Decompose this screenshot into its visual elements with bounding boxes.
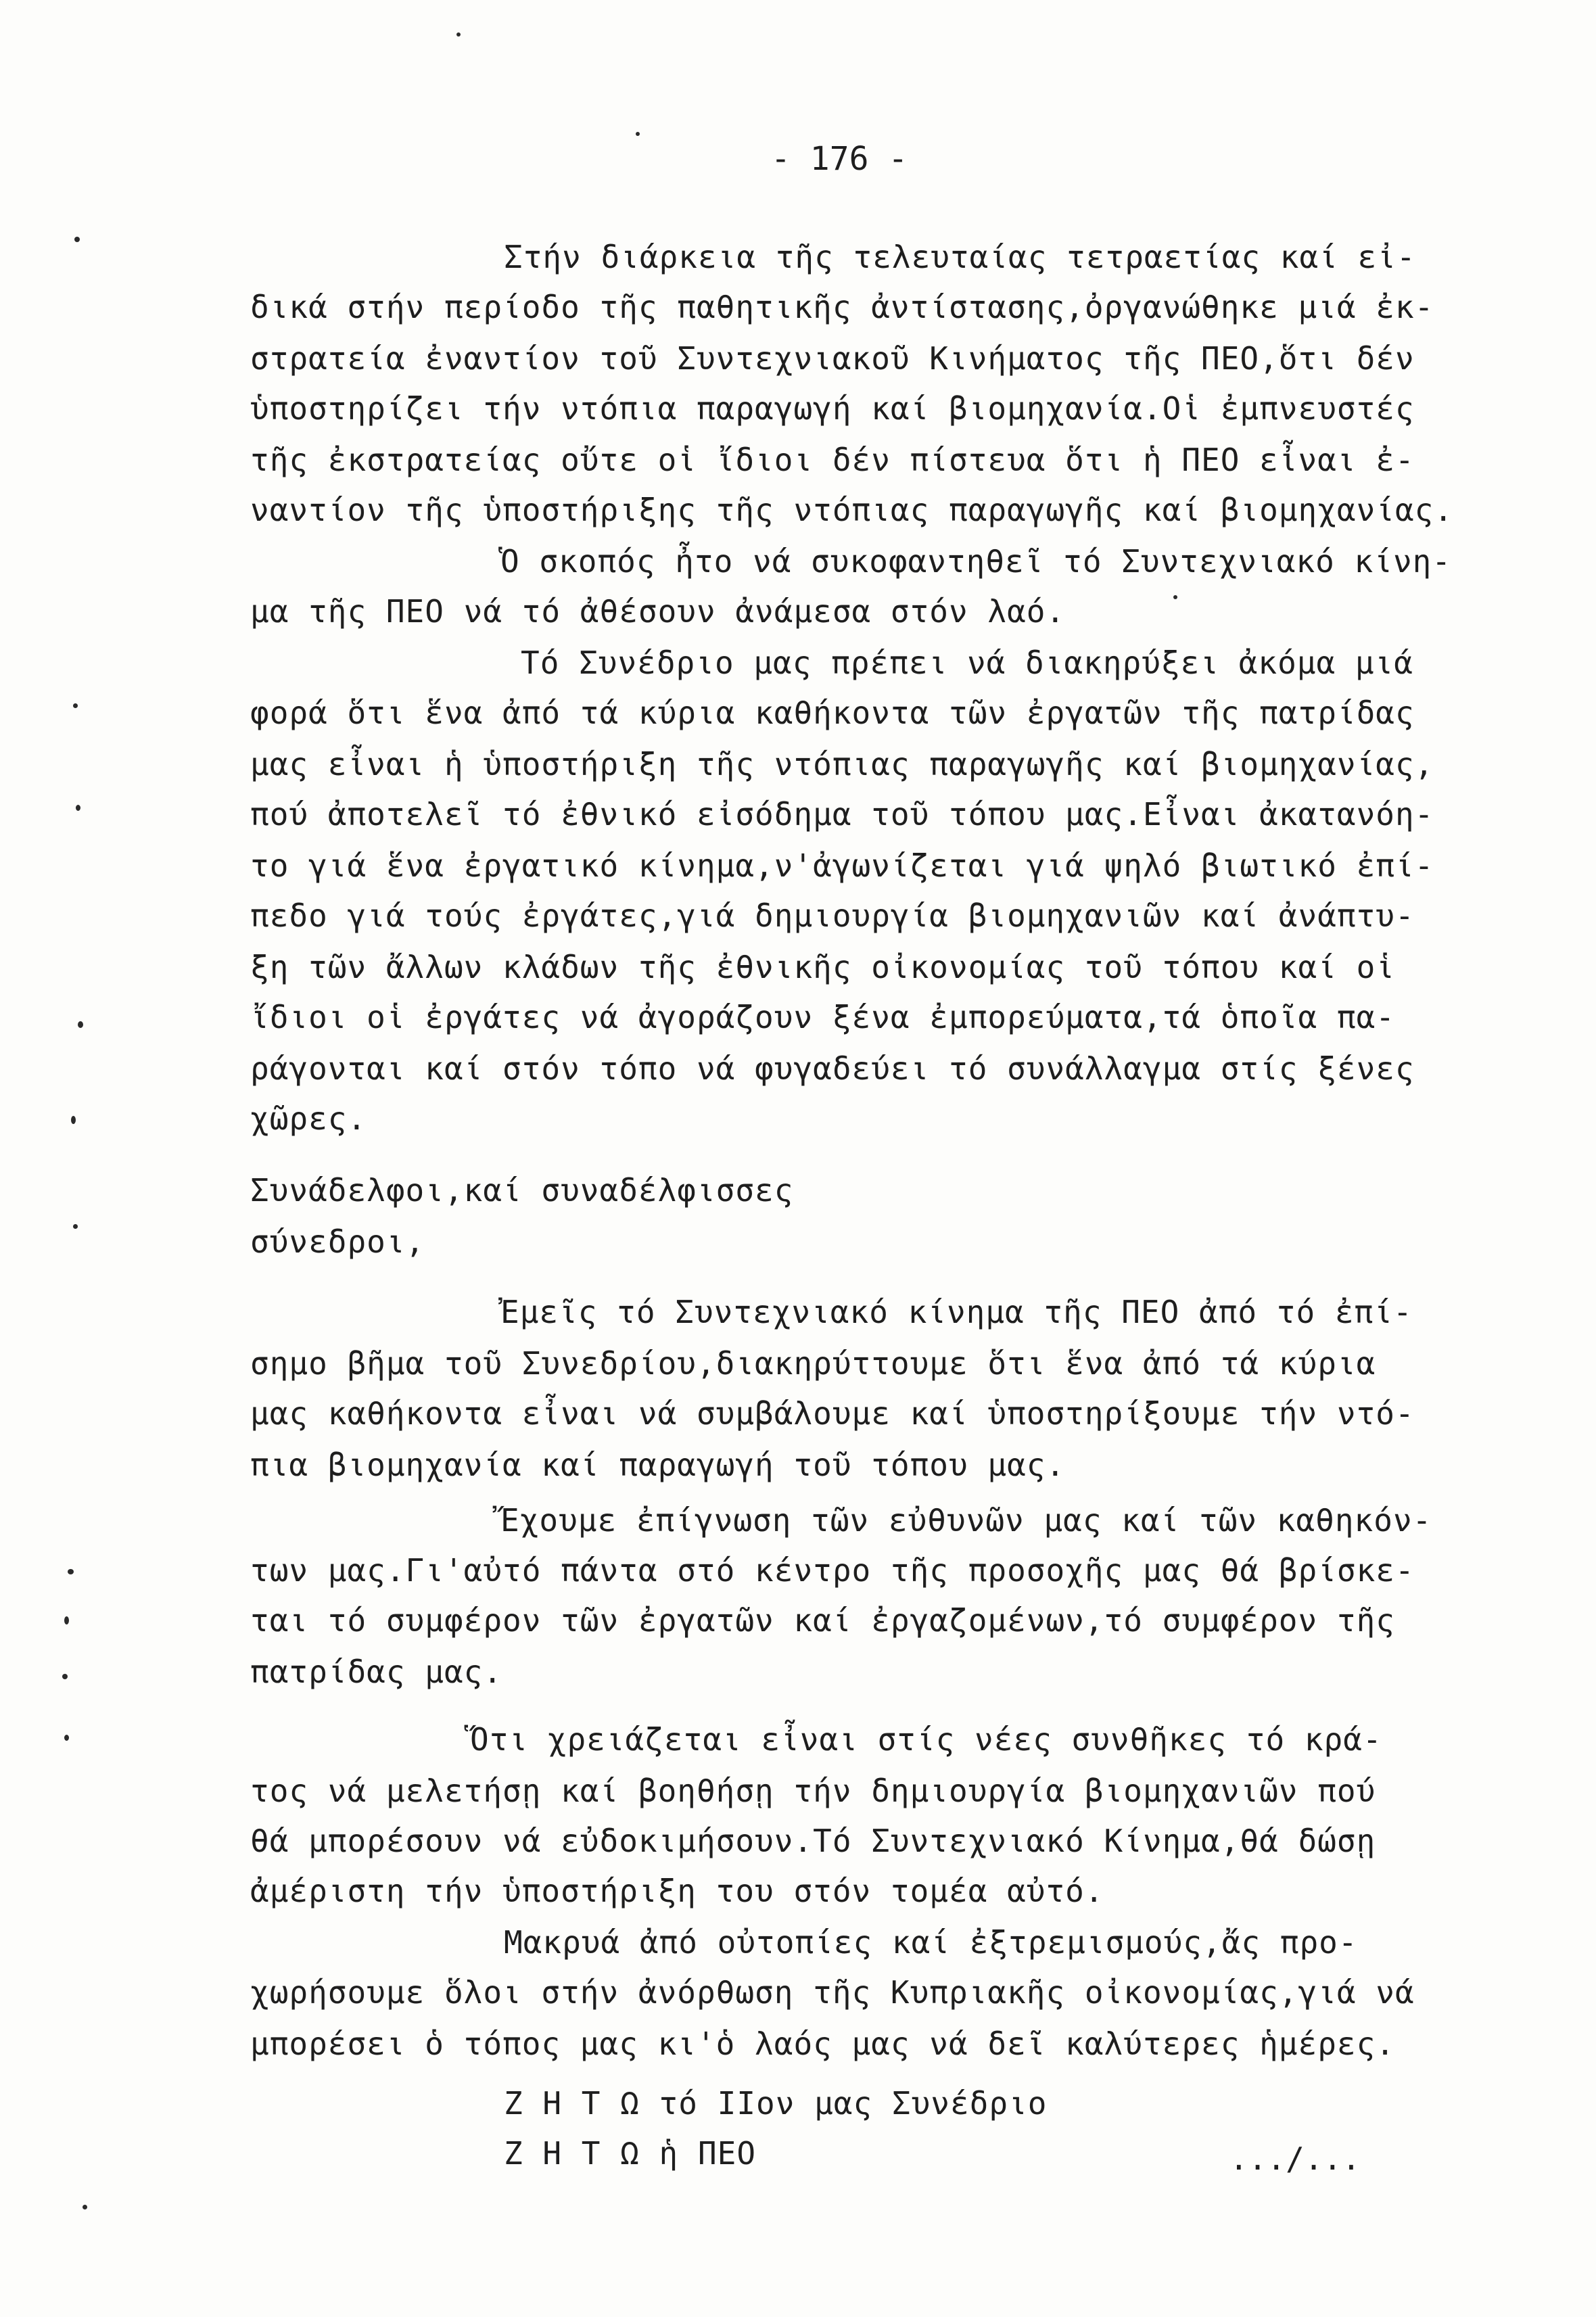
closing-slogan: Ζ Η Τ Ω τό ΙΙον μας Συνέδριο — [504, 2085, 1048, 2122]
scan-speck — [636, 132, 640, 136]
text-line: πού ἀποτελεῖ τό ἐθνικό εἰσόδημα τοῦ τόπου μας.Εἶναι ἀκατανόη- — [250, 796, 1434, 833]
scan-speck — [68, 1569, 74, 1574]
text-line: πεδο γιά τούς ἐργάτες,γιά δημιουργία βιομηχανιῶν καί ἀνάπτυ- — [250, 897, 1415, 934]
text-line: Ὁ σκοπός ἦτο νά συκοφαντηθεῖ τό Συντεχνιακό κίνη- — [500, 543, 1452, 580]
text-line: φορά ὅτι ἕνα ἀπό τά κύρια καθήκοντα τῶν ἐργατῶν τῆς πατρίδας — [250, 695, 1415, 731]
text-line: δικά στήν περίοδο τῆς παθητικῆς ἀντίστασης,ὀργανώθηκε μιά ἐκ- — [250, 289, 1434, 325]
closing-slogan: Ζ Η Τ Ω ἡ ΠΕΟ — [504, 2135, 757, 2172]
scan-speck — [74, 237, 80, 242]
continuation-marker: .../... — [1229, 2140, 1361, 2177]
text-line: σημο βῆμα τοῦ Συνεδρίου,διακηρύττουμε ὅτι ἕνα ἀπό τά κύρια — [250, 1345, 1376, 1382]
text-line: ναντίον τῆς ὑποστήριξης τῆς ντόπιας παραγωγῆς καί βιομηχανίας. — [250, 492, 1454, 528]
text-line: τος νά μελετήσῃ καί βοηθήσῃ τήν δημιουργία βιομηχανιῶν πού — [250, 1773, 1376, 1809]
text-line: στρατεία ἐναντίον τοῦ Συντεχνιακοῦ Κινήματος τῆς ΠΕΟ,ὅτι δέν — [250, 340, 1415, 377]
scan-speck — [64, 1735, 69, 1741]
scan-speck — [456, 32, 461, 37]
text-line: μπορέσει ὁ τόπος μας κι'ὁ λαός μας νά δεῖ καλύτερες ἡμέρες. — [250, 2026, 1395, 2062]
page-number: - 176 - — [771, 140, 908, 178]
scan-speck — [73, 1224, 78, 1229]
scan-speck — [62, 1674, 68, 1679]
scan-speck — [83, 2205, 87, 2209]
text-line: Ὅτι χρειάζεται εἶναι στίς νέες συνθῆκες τό κρά- — [470, 1721, 1382, 1758]
scan-speck — [73, 703, 78, 708]
scan-speck — [71, 1116, 76, 1124]
salutation-line: Συνάδελφοι,καί συναδέλφισσες — [250, 1172, 794, 1209]
text-line: ράγονται καί στόν τόπο νά φυγαδεύει τό συνάλλαγμα στίς ξένες — [250, 1050, 1415, 1087]
salutation-line: σύνεδροι, — [250, 1223, 425, 1260]
text-line: τῆς ἐκστρατείας οὔτε οἱ ἴδιοι δέν πίστευα ὅτι ἡ ΠΕΟ εἶναι ἐ- — [250, 442, 1415, 478]
scan-speck — [76, 805, 80, 811]
text-line: θά μπορέσουν νά εὐδοκιμήσουν.Τό Συντεχνιακό Κίνημα,θά δώσῃ — [250, 1823, 1376, 1859]
text-line: ἴδιοι οἱ ἐργάτες νά ἀγοράζουν ξένα ἐμπορεύματα,τά ὁποῖα πα- — [250, 999, 1395, 1035]
text-line: το γιά ἕνα ἐργατικό κίνημα,ν'ἀγωνίζεται γιά ψηλό βιωτικό ἐπί- — [250, 847, 1434, 884]
text-line: μας καθήκοντα εἶναι νά συμβάλουμε καί ὑποστηρίξουμε τήν ντό- — [250, 1395, 1415, 1432]
text-line: Μακρυά ἀπό οὐτοπίες καί ἐξτρεμισμούς,ἄς προ- — [504, 1924, 1358, 1961]
text-line: ται τό συμφέρον τῶν ἐργατῶν καί ἐργαζομένων,τό συμφέρον τῆς — [250, 1602, 1395, 1639]
text-line: Στήν διάρκεια τῆς τελευταίας τετραετίας καί εἰ- — [504, 239, 1416, 275]
text-line: Ἔχουμε ἐπίγνωση τῶν εὐθυνῶν μας καί τῶν καθηκόν- — [500, 1502, 1432, 1539]
text-line: πια βιομηχανία καί παραγωγή τοῦ τόπου μας. — [250, 1447, 1066, 1483]
text-line: ἀμέριστη τήν ὑποστήριξη του στόν τομέα αὐτό. — [250, 1873, 1104, 1909]
scan-speck — [1173, 595, 1177, 599]
text-line: Τό Συνέδριο μας πρέπει νά διακηρύξει ἀκόμα μιά — [521, 645, 1413, 681]
text-line: πατρίδας μας. — [250, 1654, 503, 1690]
text-line: χωρήσουμε ὅλοι στήν ἀνόρθωση τῆς Κυπριακῆς οἰκονομίας,γιά νά — [250, 1974, 1415, 2011]
scan-speck — [64, 1616, 69, 1624]
text-line: χῶρες. — [250, 1100, 367, 1137]
text-line: των μας.Γι'αὐτό πάντα στό κέντρο τῆς προσοχῆς μας θά βρίσκε- — [250, 1552, 1415, 1589]
text-line: Ἐμεῖς τό Συντεχνιακό κίνημα τῆς ΠΕΟ ἀπό τό ἐπί- — [500, 1294, 1413, 1330]
text-line: μα τῆς ΠΕΟ νά τό ἀθέσουν ἀνάμεσα στόν λαό. — [250, 593, 1066, 630]
text-line: μας εἶναι ἡ ὑποστήριξη τῆς ντόπιας παραγωγῆς καί βιομηχανίας, — [250, 746, 1434, 782]
text-line: ὑποστηρίζει τήν ντόπια παραγωγή καί βιομηχανία.Οἱ ἐμπνευστές — [250, 390, 1415, 427]
scan-speck — [78, 1021, 83, 1028]
text-line: ξη τῶν ἄλλων κλάδων τῆς ἐθνικῆς οἰκονομίας τοῦ τόπου καί οἱ — [250, 949, 1395, 985]
